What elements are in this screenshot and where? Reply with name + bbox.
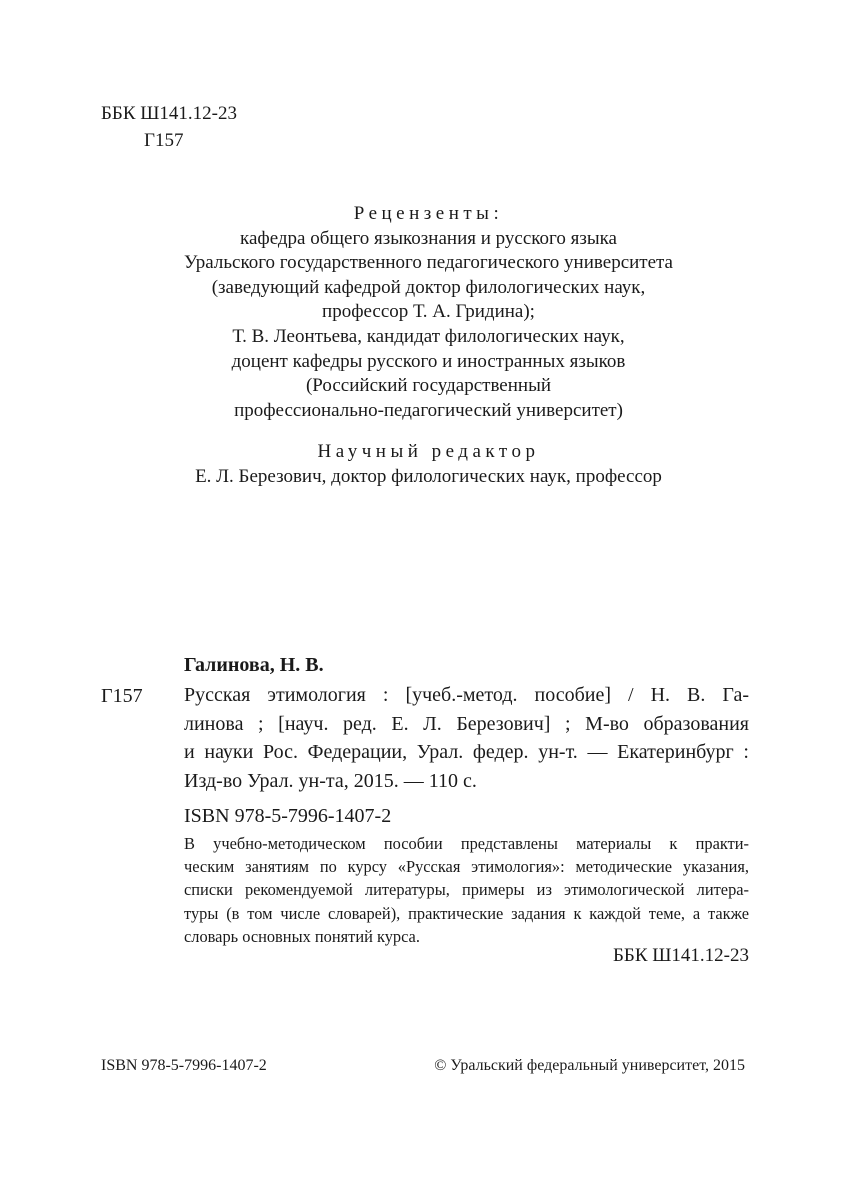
catalog-code: Г157 — [101, 685, 143, 707]
reviewer-line: профессор Т. А. Гридина); — [322, 301, 535, 323]
catalog-author: Галинова, Н. В. — [184, 654, 324, 676]
reviewer-line: профессионально-педагогический университет) — [234, 399, 623, 421]
bbk-classification: ББК Ш141.12-23 — [101, 103, 237, 124]
footer-isbn: ISBN 978-5-7996-1407-2 — [101, 1057, 267, 1074]
reviewers-heading: Рецензенты: — [353, 203, 504, 224]
editor-block — [0, 440, 857, 489]
annotation-line: словарь основных понятий курса. — [184, 926, 420, 946]
annotation-line: ческим занятиям по курсу «Русская этимология»: методические указания, — [184, 857, 749, 877]
bbk-bottom: ББК Ш141.12-23 — [613, 945, 749, 966]
catalog-line: линова ; [науч. ред. Е. Л. Березович] ; М-во образования — [184, 712, 749, 735]
catalog-description — [184, 681, 749, 795]
catalog-line: Изд-во Урал. ун-та, 2015. — 110 с. — [184, 769, 477, 792]
reviewers-block — [0, 202, 857, 423]
catalog-line: Русская этимология : [учеб.-метод. пособие] / Н. В. Га- — [184, 684, 749, 706]
annotation-line: туры (в том числе словарей), практические задания к каждой теме, а также — [184, 903, 749, 923]
catalog-isbn: ISBN 978-5-7996-1407-2 — [184, 805, 392, 827]
editor-line: Е. Л. Березович, доктор филологических наук, профессор — [195, 465, 662, 487]
reviewer-line: Уральского государственного педагогического университета — [183, 252, 673, 274]
reviewer-line: (Российский государственный — [305, 375, 552, 397]
reviewer-line: доцент кафедры русского и иностранных языков — [231, 350, 626, 372]
annotation-line: В учебно-методическом пособии представлены материалы к практи- — [184, 834, 749, 853]
reviewer-line: Т. В. Леонтьева, кандидат филологических наук, — [232, 325, 625, 347]
author-sign-code: Г157 — [144, 130, 184, 151]
catalog-line: и науки Рос. Федерации, Урал. федер. ун-т. — Екатеринбург : — [184, 741, 749, 764]
annotation-line: списки рекомендуемой литературы, примеры из этимологической литера- — [184, 880, 749, 900]
reviewer-line: (заведующий кафедрой доктор филологических наук, — [211, 276, 646, 298]
annotation-block — [184, 832, 749, 948]
reviewer-line: кафедра общего языкознания и русского языка — [240, 227, 617, 249]
footer-copyright: © Уральский федеральный университет, 2015 — [434, 1057, 745, 1074]
editor-heading: Научный редактор — [317, 441, 540, 462]
